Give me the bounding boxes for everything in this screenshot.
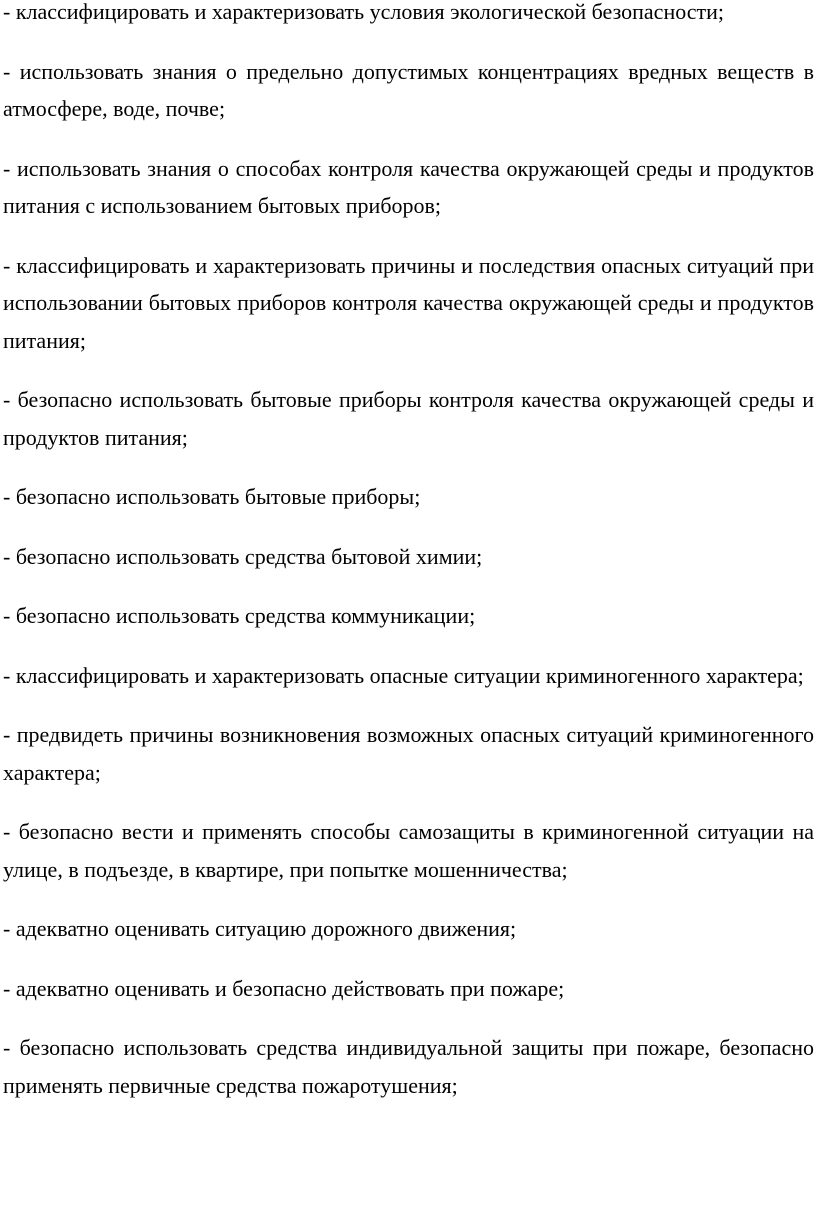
list-item: - использовать знания о способах контроля качества окружающей среды и продуктов питания с использованием бытовых приборов; xyxy=(3,155,814,218)
list-item: - классифицировать и характеризовать причины и последствия опасных ситуаций при использовании бытовых приборов контроля качества окружающей среды и продуктов питания; xyxy=(3,252,814,353)
list-item: - безопасно вести и применять способы самозащиты в криминогенной ситуации на улице, в подъезде, в квартире, при попытке мошенничества; xyxy=(3,819,814,882)
list-item: - безопасно использовать бытовые приборы контроля качества окружающей среды и продуктов питания; xyxy=(3,387,814,450)
list-item: - безопасно использовать средства бытовой химии; xyxy=(3,543,483,569)
list-item: - безопасно использовать средства индивидуальной защиты при пожаре, безопасно применять первичные средства пожаротушения; xyxy=(3,1035,814,1098)
list-item: - адекватно оценивать ситуацию дорожного движения; xyxy=(3,916,517,941)
list-item: - использовать знания о предельно допустимых концентрациях вредных веществ в атмосфере, воде, почве; xyxy=(3,58,814,121)
list-item: - классифицировать и характеризовать условия экологической безопасности; xyxy=(3,0,725,24)
list-item: - классифицировать и характеризовать опасные ситуации криминогенного характера; xyxy=(3,662,804,688)
list-item: - адекватно оценивать и безопасно действовать при пожаре; xyxy=(3,975,565,1001)
list-item: - безопасно использовать бытовые приборы; xyxy=(3,484,421,509)
list-item: - предвидеть причины возникновения возможных опасных ситуаций криминогенного характера; xyxy=(3,722,814,785)
list-item: - безопасно использовать средства коммуникации; xyxy=(3,603,476,628)
